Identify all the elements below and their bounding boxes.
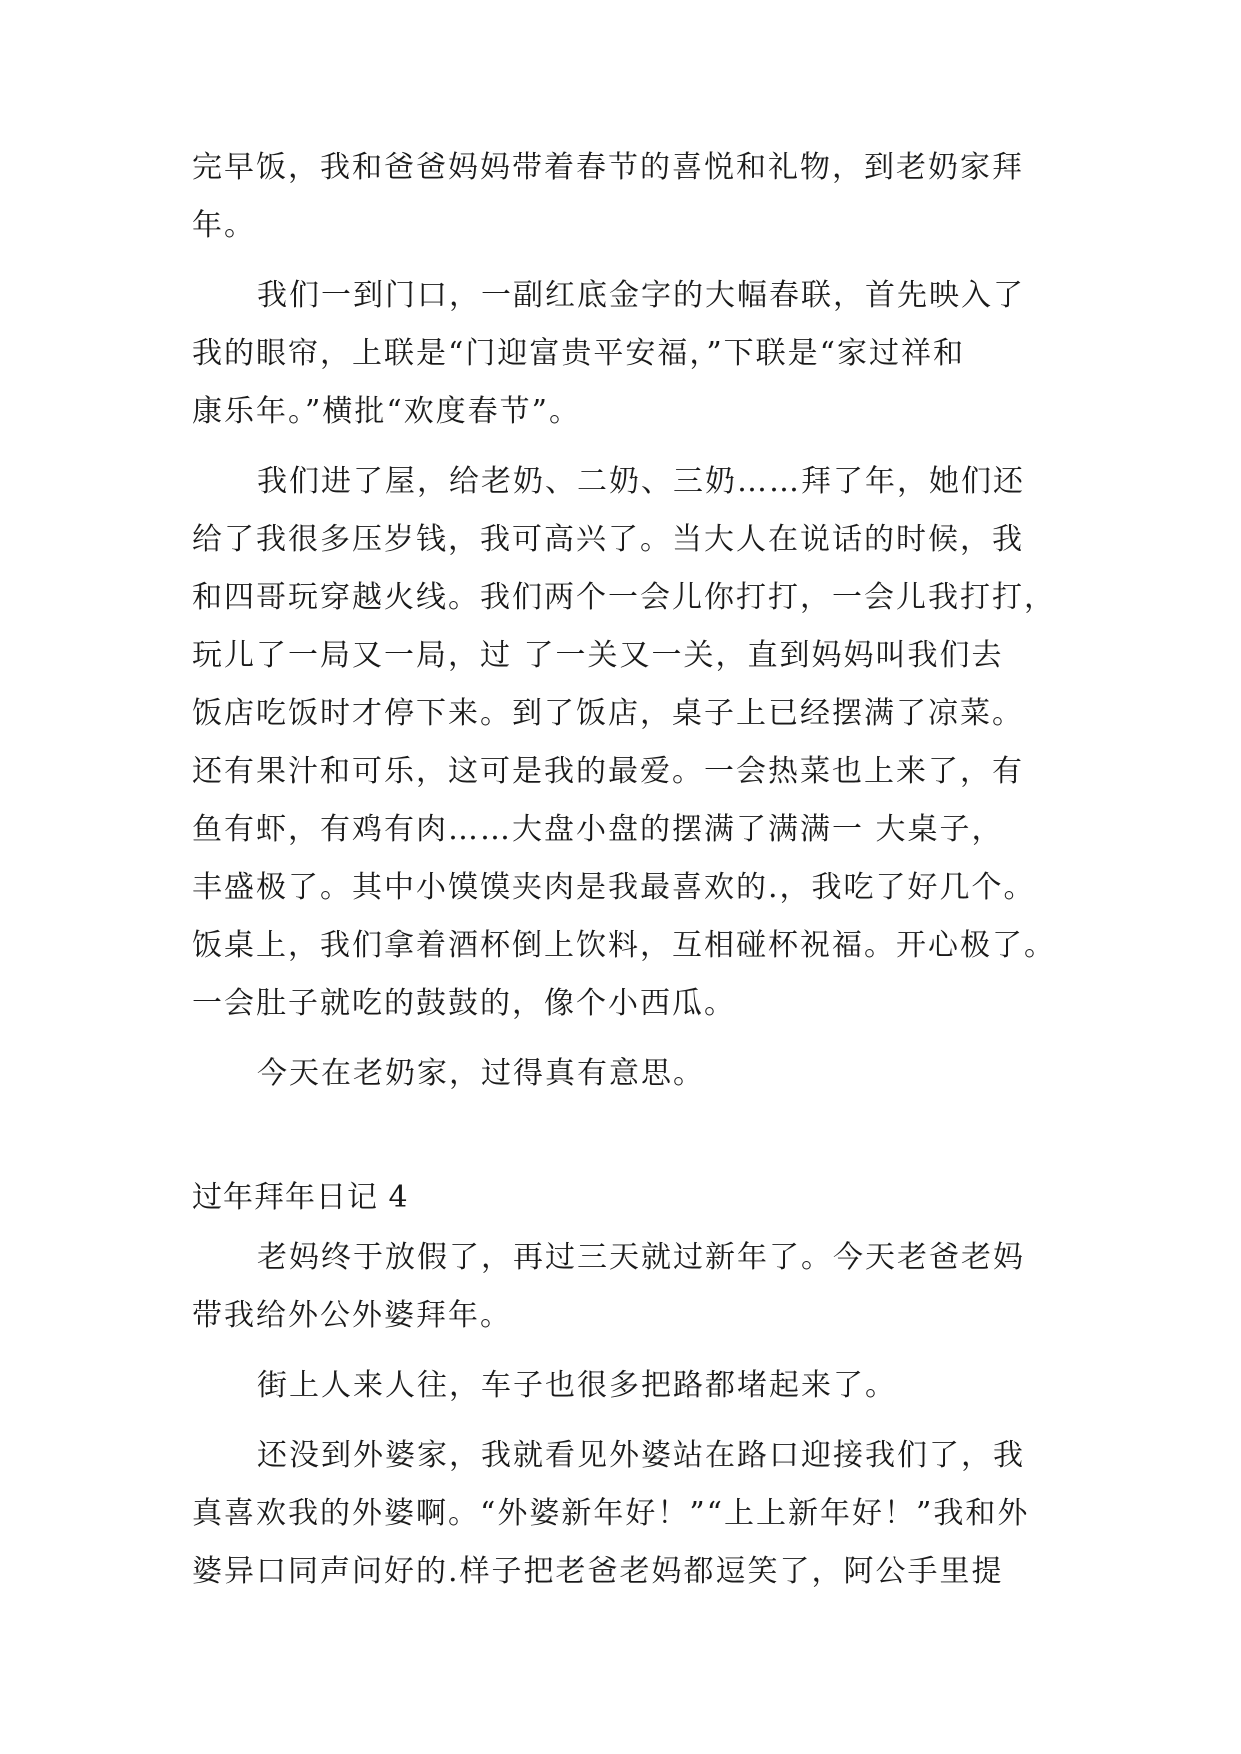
text-line: 鱼有虾，有鸡有肉……大盘小盘的摆满了满满一 大桌子， — [192, 812, 1004, 847]
paragraph-start-line: 还没到外婆家，我就看见外婆站在路口迎接我们了，我 — [257, 1438, 1025, 1473]
text-line: 丰盛极了。其中小馍馍夹肉是我最喜欢的.，我吃了好几个。 — [192, 870, 1036, 905]
section-heading: 过年拜年日记 4 — [192, 1180, 409, 1215]
text-line: 饭桌上，我们拿着酒杯倒上饮料，互相碰杯祝福。开心极了。 — [192, 928, 1056, 963]
text-line: 一会肚子就吃的鼓鼓的，像个小西瓜。 — [192, 986, 736, 1021]
text-line: 完早饭，我和爸爸妈妈带着春节的喜悦和礼物，到老奶家拜 — [192, 150, 1024, 185]
paragraph-start-line: 我们一到门口，一副红底金字的大幅春联，首先映入了 — [257, 278, 1025, 313]
paragraph-start-line: 老妈终于放假了，再过三天就过新年了。今天老爸老妈 — [257, 1240, 1025, 1275]
paragraph-start-line: 今天在老奶家，过得真有意思。 — [257, 1056, 705, 1091]
paragraph-start-line: 我们进了屋，给老奶、二奶、三奶……拜了年，她们还 — [257, 464, 1025, 499]
text-line: 康乐年。”横批“欢度春节”。 — [192, 394, 582, 429]
text-line: 真喜欢我的外婆啊。“外婆新年好！”“上上新年好！”我和外 — [192, 1496, 1030, 1531]
text-line: 年。 — [192, 208, 256, 243]
text-line: 婆异口同声问好的.样子把老爸老妈都逗笑了，阿公手里提 — [192, 1554, 1004, 1589]
text-line: 饭店吃饭时才停下来。到了饭店，桌子上已经摆满了凉菜。 — [192, 696, 1024, 731]
text-line: 给了我很多压岁钱，我可高兴了。当大人在说话的时候，我 — [192, 522, 1024, 557]
text-line: 带我给外公外婆拜年。 — [192, 1298, 512, 1333]
text-line: 还有果汁和可乐，这可是我的最爱。一会热菜也上来了，有 — [192, 754, 1024, 789]
paragraph-start-line: 街上人来人往，车子也很多把路都堵起来了。 — [257, 1368, 897, 1403]
text-line: 我的眼帘，上联是“门迎富贵平安福，”下联是“家过祥和 — [192, 336, 966, 371]
text-line: 和四哥玩穿越火线。我们两个一会儿你打打，一会儿我打打， — [192, 580, 1056, 615]
text-line: 玩儿了一局又一局，过 了一关又一关，直到妈妈叫我们去 — [192, 638, 1004, 673]
